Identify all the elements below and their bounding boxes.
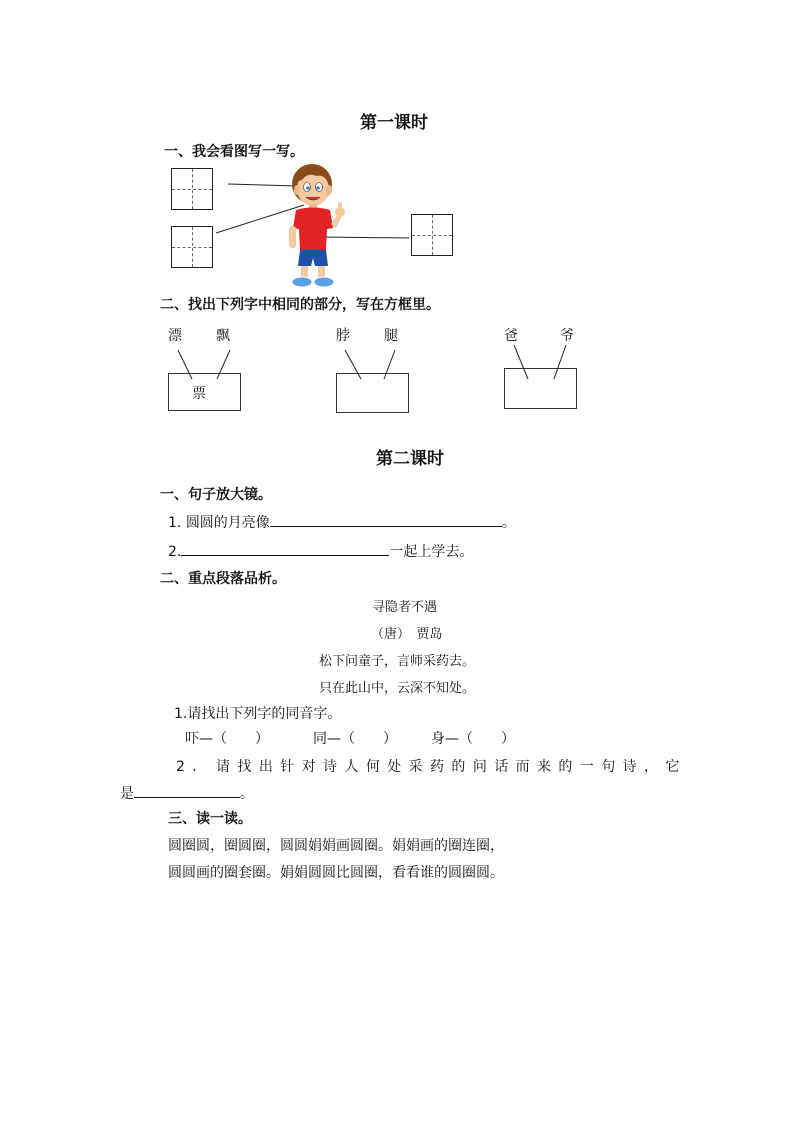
- sentence-item-1-text: 圆圆的月亮像: [185, 515, 270, 531]
- blank-line-2[interactable]: [181, 541, 389, 556]
- subquestion-2-text: 请找出针对诗人何处采药的问话而来的一句诗，它: [216, 759, 687, 775]
- lesson2-q1-heading: 一、句子放大镜。: [160, 487, 272, 503]
- char-right-1: 飘: [216, 328, 230, 344]
- subquestion-2-num: 2.: [176, 759, 205, 775]
- lesson1-q1-heading: 一、我会看图写一写。: [164, 144, 304, 160]
- subquestion-1: 1.请找出下列字的同音字。: [174, 706, 342, 722]
- sentence-item-1-num: 1.: [168, 515, 182, 531]
- subquestion-2: [176, 756, 687, 776]
- sentence-item-2-text: 一起上学去。: [389, 544, 474, 560]
- char-left-1: 漂: [168, 328, 182, 344]
- lesson2-q2-heading: 二、重点段落品析。: [160, 571, 286, 587]
- blank-line-3[interactable]: [134, 783, 240, 798]
- char-left-3: 爸: [504, 328, 518, 344]
- homophone-1[interactable]: 吓—（ ）: [185, 731, 269, 747]
- poem-line-1: 松下问童子，言师采药去。: [319, 654, 476, 669]
- answer-box-2[interactable]: [336, 373, 409, 413]
- char-right-2: 腿: [384, 328, 398, 344]
- lesson1-title: 第一课时: [360, 113, 428, 133]
- lesson2-q3-heading: 三、读一读。: [168, 811, 252, 827]
- char-left-2: 脖: [336, 328, 350, 344]
- poem-title: 寻隐者不遇: [372, 600, 438, 615]
- answer-box-3[interactable]: [504, 368, 577, 409]
- blank-line-1[interactable]: [270, 512, 502, 527]
- char-right-3: 爷: [560, 328, 574, 344]
- subquestion-2-cont-text: 是: [120, 786, 134, 802]
- reading-line-1: 圆圈圆，圈圆圈，圆圆娟娟画圆圈。娟娟画的圈连圈，: [168, 838, 504, 854]
- poem-line-2: 只在此山中，云深不知处。: [319, 681, 476, 696]
- lesson1-q2-heading: 二、找出下列字中相同的部分，写在方框里。: [160, 297, 440, 313]
- sentence-item-2: [168, 541, 473, 561]
- sentence-item-2-num: 2.: [168, 544, 182, 560]
- subquestion-2-cont: [120, 783, 254, 803]
- sentence-item-1: [168, 512, 516, 532]
- reading-line-2: 圆圆画的圈套圈。娟娟圆圆比圆圈，看看谁的圆圈圆。: [168, 865, 504, 881]
- poem-author: （唐） 贾岛: [371, 627, 443, 642]
- subquestion-2-end: 。: [240, 786, 254, 802]
- homophone-3[interactable]: 身—（ ）: [431, 731, 515, 747]
- homophone-2[interactable]: 同—（ ）: [313, 731, 397, 747]
- sentence-item-1-end: 。: [501, 515, 516, 531]
- boy-illustration: [278, 162, 348, 292]
- lesson2-title: 第二课时: [376, 449, 444, 469]
- answer-text-1: 票: [192, 386, 206, 402]
